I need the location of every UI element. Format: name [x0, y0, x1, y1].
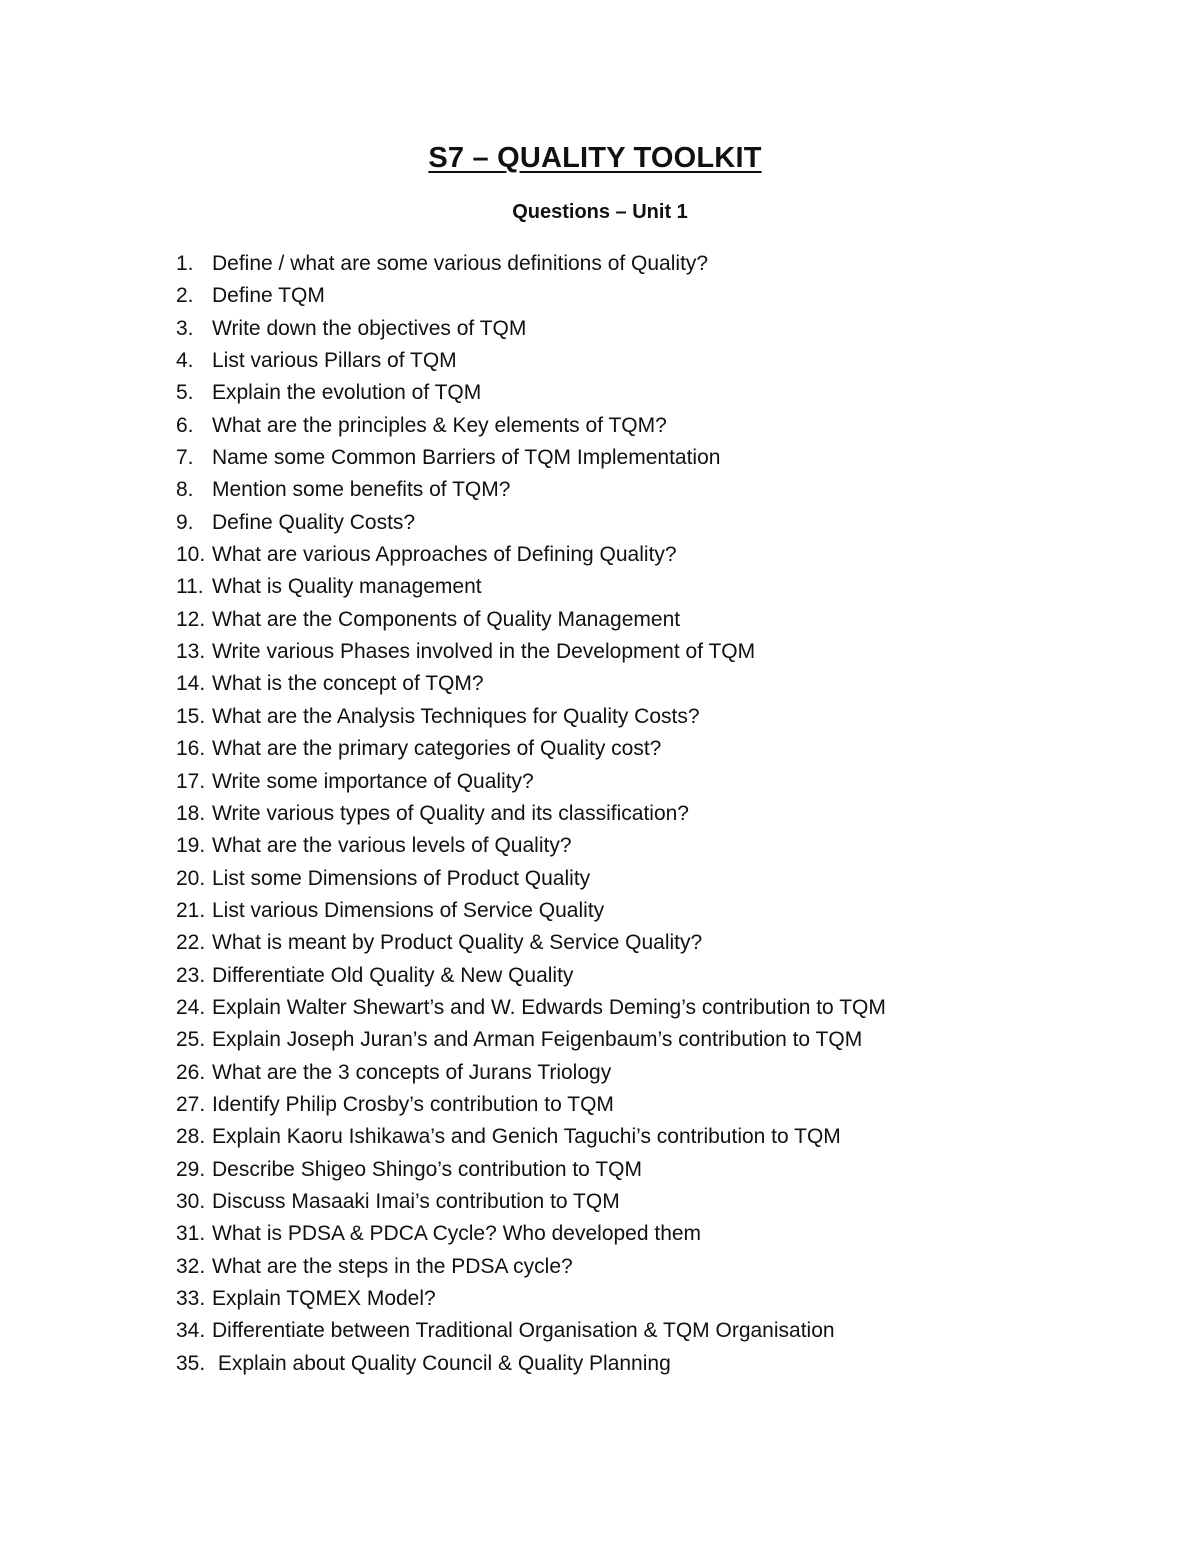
question-item — [176, 1186, 1076, 1218]
question-number: 13. — [176, 640, 206, 664]
question-item — [176, 1154, 1076, 1186]
question-item — [176, 798, 1076, 830]
question-item — [176, 1283, 1076, 1315]
question-number: 4. — [176, 349, 194, 373]
question-item — [176, 927, 1076, 959]
question-text: List some Dimensions of Product Quality — [212, 866, 591, 890]
question-number: 9. — [176, 510, 194, 534]
question-number: 14. — [176, 672, 206, 696]
question-text: What are the Components of Quality Management — [212, 607, 681, 631]
question-item — [176, 280, 1076, 312]
question-number: 1. — [176, 252, 194, 275]
question-number: 18. — [176, 801, 206, 825]
question-item — [176, 863, 1076, 895]
question-text: What is PDSA & PDCA Cycle? Who developed them — [212, 1222, 702, 1246]
question-text: Explain the evolution of TQM — [212, 381, 482, 405]
question-item — [176, 1121, 1076, 1153]
question-text: What are the principles & Key elements of TQM? — [212, 413, 667, 437]
question-number: 12. — [176, 607, 206, 631]
question-text: Differentiate Old Quality & New Quality — [212, 963, 574, 987]
question-text: Differentiate between Traditional Organisation & TQM Organisation — [212, 1319, 835, 1343]
question-text: What are the Analysis Techniques for Quality Costs? — [212, 704, 700, 728]
question-number: 27. — [176, 1092, 206, 1116]
question-number: 11. — [176, 575, 204, 599]
question-number: 22. — [176, 931, 206, 955]
question-number: 17. — [176, 769, 206, 793]
question-number: 19. — [176, 834, 206, 858]
question-number: 31. — [176, 1222, 206, 1246]
question-text: Write down the objectives of TQM — [212, 316, 527, 340]
question-item — [176, 345, 1076, 377]
question-item — [176, 474, 1076, 506]
question-number: 23. — [176, 963, 206, 987]
question-text: List various Pillars of TQM — [212, 349, 457, 373]
question-text: Write some importance of Quality? — [212, 769, 534, 793]
question-text: What is meant by Product Quality & Service Quality? — [212, 931, 703, 955]
question-text: Explain Kaoru Ishikawa’s and Genich Taguchi’s contribution to TQM — [212, 1125, 841, 1149]
question-item — [176, 1218, 1076, 1250]
question-number: 25. — [176, 1028, 206, 1052]
question-text: Define / what are some various definitions of Quality? — [212, 252, 709, 275]
question-text: Write various Phases involved in the Development of TQM — [212, 640, 756, 664]
question-text: Define TQM — [212, 284, 325, 308]
question-number: 6. — [176, 413, 194, 437]
question-text: Identify Philip Crosby’s contribution to TQM — [212, 1092, 614, 1116]
question-item — [176, 248, 1076, 280]
question-list — [176, 248, 1076, 1380]
question-text: Mention some benefits of TQM? — [212, 478, 511, 502]
question-text: Discuss Masaaki Imai’s contribution to TQM — [212, 1189, 620, 1213]
question-number: 35. — [176, 1351, 206, 1375]
question-number: 15. — [176, 704, 206, 728]
question-item — [176, 571, 1076, 603]
question-item — [176, 733, 1076, 765]
question-item — [176, 992, 1076, 1024]
question-item — [176, 960, 1076, 992]
question-number: 30. — [176, 1189, 206, 1213]
question-item — [176, 668, 1076, 700]
question-item — [176, 766, 1076, 798]
question-text: List various Dimensions of Service Quality — [212, 898, 605, 922]
question-text: What are the 3 concepts of Jurans Triology — [212, 1060, 612, 1084]
question-number: 10. — [176, 543, 206, 567]
question-number: 34. — [176, 1319, 206, 1343]
question-item — [176, 377, 1076, 409]
question-number: 20. — [176, 866, 206, 890]
question-text: What are the primary categories of Quality cost? — [212, 737, 662, 761]
question-number: 26. — [176, 1060, 206, 1084]
document-subtitle: Questions – Unit 1 — [512, 201, 688, 223]
question-number: 21. — [176, 898, 206, 922]
question-item — [176, 410, 1076, 442]
question-number: 7. — [176, 446, 194, 470]
question-item — [176, 636, 1076, 668]
question-text: What are the various levels of Quality? — [212, 834, 572, 858]
question-item — [176, 1057, 1076, 1089]
question-number: 32. — [176, 1254, 206, 1278]
question-number: 3. — [176, 316, 194, 340]
question-text: Explain TQMEX Model? — [212, 1287, 436, 1310]
question-text: Explain Walter Shewart’s and W. Edwards Deming’s contribution to TQM — [212, 995, 886, 1019]
question-text: Explain about Quality Council & Quality Planning — [212, 1351, 671, 1375]
question-text: What are various Approaches of Defining Quality? — [212, 543, 677, 567]
question-item — [176, 895, 1076, 927]
question-text: Write various types of Quality and its classification? — [212, 801, 689, 825]
question-text: Describe Shigeo Shingo’s contribution to TQM — [212, 1157, 642, 1181]
question-number: 29. — [176, 1157, 206, 1181]
question-item — [176, 1089, 1076, 1121]
question-item — [176, 830, 1076, 862]
question-text: What is the concept of TQM? — [212, 672, 484, 696]
question-item — [176, 1024, 1076, 1056]
question-number: 8. — [176, 478, 194, 502]
question-item — [176, 1315, 1076, 1347]
question-text: What are the steps in the PDSA cycle? — [212, 1254, 573, 1278]
question-item — [176, 507, 1076, 539]
question-number: 5. — [176, 381, 194, 405]
question-item — [176, 313, 1076, 345]
question-item — [176, 604, 1076, 636]
question-number: 28. — [176, 1125, 206, 1149]
question-item — [176, 701, 1076, 733]
question-number: 16. — [176, 737, 206, 761]
question-text: Define Quality Costs? — [212, 510, 416, 534]
question-item — [176, 539, 1076, 571]
question-text: What is Quality management — [212, 575, 482, 599]
question-text: Explain Joseph Juran’s and Arman Feigenbaum’s contribution to TQM — [212, 1028, 863, 1052]
question-item — [176, 442, 1076, 474]
question-item — [176, 1348, 1076, 1380]
document-title: S7 – QUALITY TOOLKIT — [428, 142, 762, 174]
question-number: 24. — [176, 995, 206, 1019]
question-item — [176, 1251, 1076, 1283]
question-number: 2. — [176, 284, 194, 308]
question-number: 33. — [176, 1287, 206, 1310]
question-text: Name some Common Barriers of TQM Implementation — [212, 446, 721, 470]
